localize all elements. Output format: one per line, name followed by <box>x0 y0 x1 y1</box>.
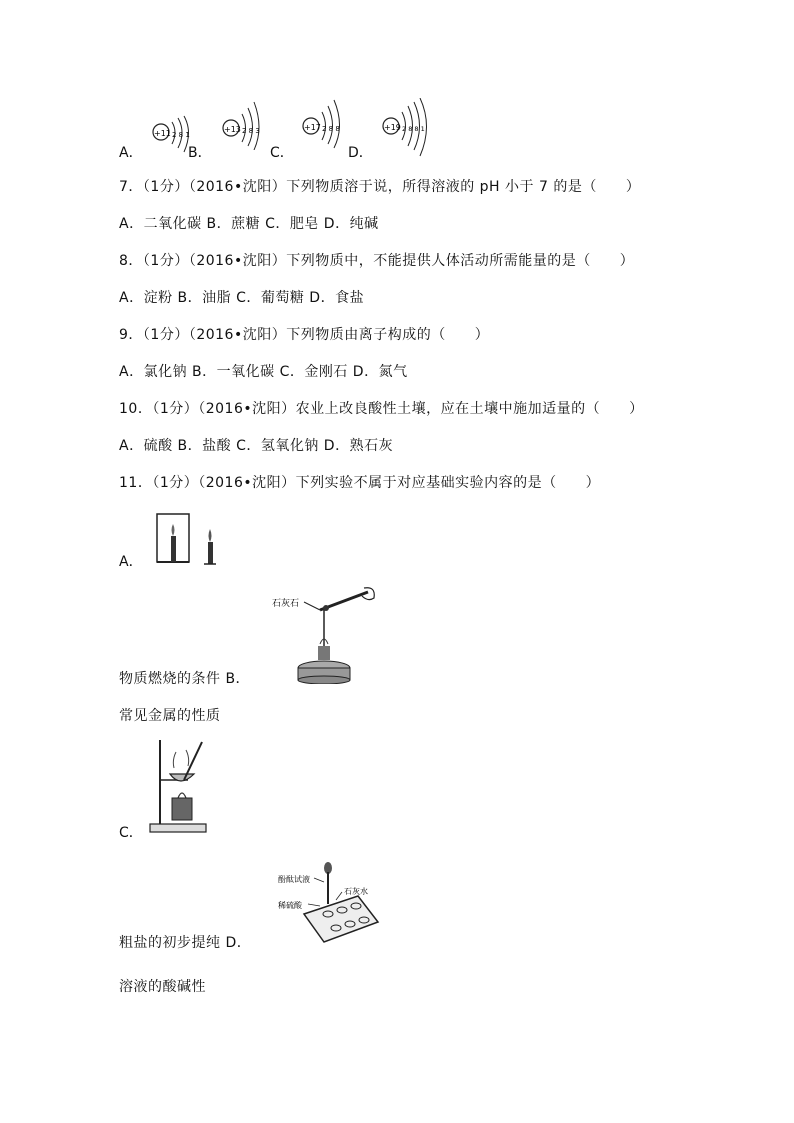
q6-option-b-label[interactable]: B． <box>188 145 212 161</box>
figure-d-limewater-label: 石灰水 <box>344 887 368 896</box>
q6-option-d-label[interactable]: D． <box>348 145 373 161</box>
q8-stem: 8．（1分）（2016•沈阳）下列物质中，不能提供人体活动所需能量的是（ ） <box>119 253 635 269</box>
q11-option-a-caption: 物质燃烧的条件 B． <box>119 671 251 687</box>
q11-option-c-caption: 粗盐的初步提纯 D． <box>119 935 252 951</box>
atom-diagram-d <box>380 98 436 158</box>
q8-options[interactable]: A．淀粉 B．油脂 C．葡萄糖 D．食盐 <box>119 290 365 306</box>
q9-stem: 9．（1分）（2016•沈阳）下列物质由离子构成的（ ） <box>119 327 490 343</box>
experiment-figure-b <box>268 584 388 684</box>
atom-c-shells: 2 8 8 <box>322 125 340 133</box>
atom-d-shells: 2 8 8 1 <box>402 125 425 133</box>
q11-option-a-label[interactable]: A． <box>119 554 143 570</box>
q11-option-c-label[interactable]: C． <box>119 825 143 841</box>
q7-options[interactable]: A．二氧化碳 B．蔗糖 C．肥皂 D．纯碱 <box>119 216 379 232</box>
experiment-figure-d <box>278 858 388 948</box>
atom-diagram-c <box>300 98 352 150</box>
q10-options[interactable]: A．硫酸 B．盐酸 C．氢氧化钠 D．熟石灰 <box>119 438 394 454</box>
atom-d-nucleus: +19 <box>384 123 401 132</box>
figure-d-phenolphthalein-label: 酚酞试液 <box>278 875 310 884</box>
q9-options[interactable]: A．氯化钠 B．一氧化碳 C．金刚石 D．氮气 <box>119 364 408 380</box>
atom-diagram-b <box>220 100 270 150</box>
figure-d-sulfuric-acid-label: 稀硫酸 <box>278 901 302 910</box>
q10-stem: 10．（1分）（2016•沈阳）农业上改良酸性土壤，应在土壤中施加适量的（ ） <box>119 401 644 417</box>
experiment-figure-a <box>152 512 222 566</box>
atom-a-shells: 2 8 1 <box>172 131 190 139</box>
q11-option-b-caption: 常见金属的性质 <box>119 708 221 724</box>
atom-b-shells: 2 8 3 <box>242 127 260 135</box>
atom-b-nucleus: +13 <box>224 125 241 134</box>
q6-option-c-label[interactable]: C． <box>270 145 294 161</box>
experiment-figure-c <box>148 736 208 836</box>
atom-c-nucleus: +17 <box>304 123 321 132</box>
q11-stem: 11．（1分）（2016•沈阳）下列实验不属于对应基础实验内容的是（ ） <box>119 475 601 491</box>
q11-option-d-caption: 溶液的酸碱性 <box>119 979 206 995</box>
figure-b-limestone-label: 石灰石 <box>272 599 300 609</box>
q6-option-a-label[interactable]: A． <box>119 145 143 161</box>
q7-stem: 7．（1分）（2016•沈阳）下列物质溶于说，所得溶液的 pH 小于 7 的是（ ） <box>119 179 641 195</box>
atom-a-nucleus: +11 <box>154 129 171 138</box>
